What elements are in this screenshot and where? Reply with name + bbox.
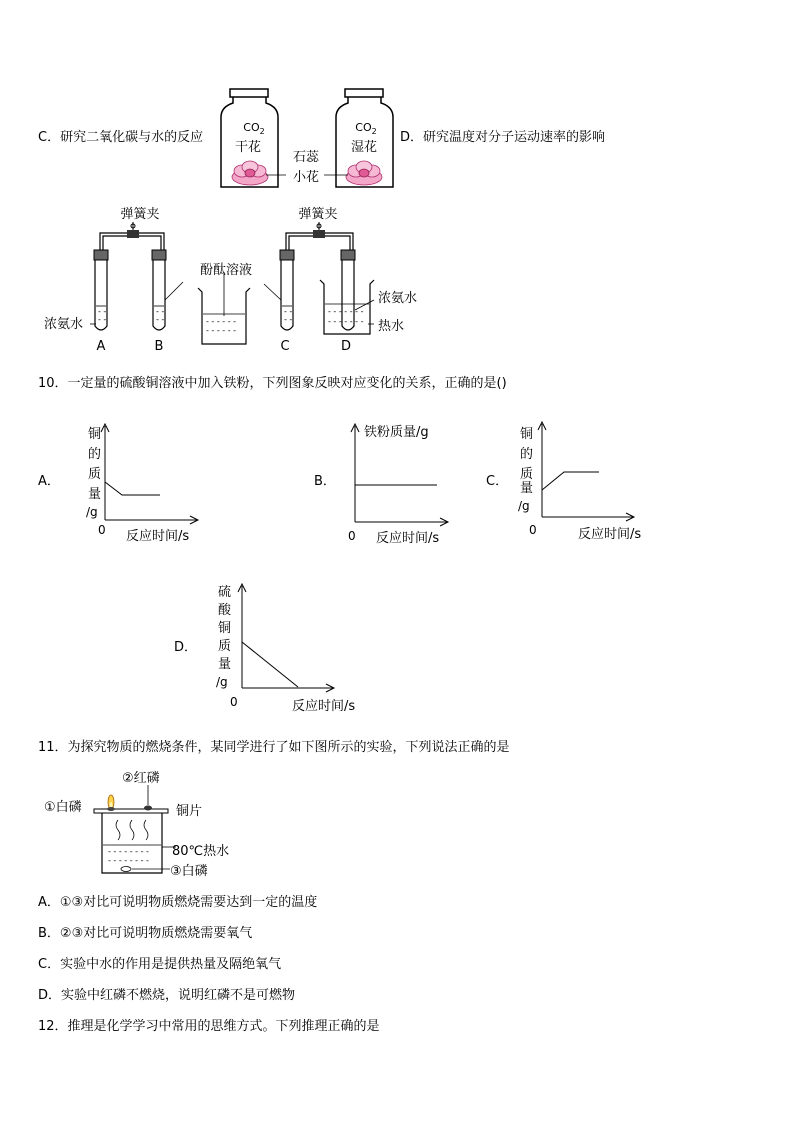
svg-text:的: 的 [520, 447, 534, 462]
option-d-text: D．研究温度对分子运动速率的影响 [400, 130, 606, 145]
graph-c [514, 420, 654, 545]
svg-text:铁粉质量/g: 铁粉质量/g [364, 425, 429, 440]
svg-text:量: 量 [520, 481, 534, 496]
svg-text:- -: - - [284, 307, 293, 316]
svg-text:/g: /g [86, 505, 98, 519]
svg-text:①白磷: ①白磷 [44, 800, 82, 815]
svg-text:浓氨水: 浓氨水 [378, 291, 418, 306]
svg-text:B: B [154, 339, 164, 354]
jar-right [336, 89, 393, 187]
svg-text:- - - - - - - -: - - - - - - - - [108, 847, 149, 856]
svg-text:反应时间/s: 反应时间/s [126, 529, 190, 544]
svg-text:弹簧夹: 弹簧夹 [298, 207, 338, 222]
svg-text:酚酞溶液: 酚酞溶液 [199, 263, 253, 278]
svg-text:CO2: $CO_2$ [355, 121, 377, 136]
tube-pair-ab [90, 222, 183, 330]
q11-option-d: D．实验中红磷不燃烧，说明红磷不是可燃物 [38, 988, 296, 1003]
svg-text:量: 量 [88, 487, 102, 502]
svg-text:- - - - - - -: - - - - - - - [328, 317, 364, 326]
svg-text:0: 0 [230, 695, 238, 709]
svg-text:0: 0 [98, 523, 106, 537]
q10-option-d-label: D． [174, 640, 198, 655]
svg-text:铜: 铜 [520, 427, 534, 442]
svg-text:浓氨水: 浓氨水 [44, 317, 84, 332]
jar-left [221, 89, 278, 187]
svg-text:- - - - - - -: - - - - - - - [328, 307, 364, 316]
svg-text:/g: /g [216, 675, 228, 689]
q10-option-a-label: A． [38, 474, 60, 489]
beaker-phenolphthalein [198, 272, 250, 344]
svg-text:石蕊: 石蕊 [292, 150, 320, 165]
svg-text:的: 的 [88, 447, 102, 462]
q11-option-c: C．实验中水的作用是提供热量及隔绝氧气 [38, 957, 282, 972]
option-c-text: C．研究二氧化碳与水的反应 [38, 130, 204, 145]
svg-text:- -: - - [98, 315, 107, 324]
svg-text:反应时间/s: 反应时间/s [578, 527, 642, 542]
question-11-stem: 11．为探究物质的燃烧条件，某同学进行了如下图所示的实验，下列说法正确的是 [38, 740, 510, 755]
svg-text:反应时间/s: 反应时间/s [376, 531, 440, 545]
jars-diagram [218, 85, 418, 195]
svg-text:- - - - - -: - - - - - - [206, 317, 237, 326]
q11-option-b: B．②③对比可说明物质燃烧需要氧气 [38, 926, 253, 941]
svg-text:热水: 热水 [378, 319, 405, 334]
graph-d [212, 580, 372, 715]
svg-text:0: 0 [529, 523, 537, 537]
svg-text:A: A [96, 339, 106, 354]
svg-text:质: 质 [218, 639, 232, 654]
question-12-stem: 12．推理是化学学习中常用的思维方式。下列推理正确的是 [38, 1019, 380, 1034]
q10-option-b-label: B． [314, 474, 336, 489]
svg-text:CO2: $CO_2$ [243, 121, 265, 136]
litmus-flower-right [346, 161, 382, 185]
question-10-stem: 10．一定量的硫酸铜溶液中加入铁粉，下列图象反映对应变化的关系，正确的是() [38, 376, 507, 391]
svg-text:酸: 酸 [218, 603, 232, 618]
ammonia-tubes-diagram [38, 200, 458, 360]
svg-text:②红磷: ②红磷 [122, 771, 160, 786]
svg-text:铜: 铜 [88, 427, 102, 442]
svg-text:干花: 干花 [234, 140, 262, 155]
q11-option-a: A．①③对比可说明物质燃烧需要达到一定的温度 [38, 895, 318, 910]
svg-text:铜: 铜 [218, 621, 232, 636]
svg-text:- -: - - [284, 315, 293, 324]
tube-pair-cd [264, 222, 374, 334]
svg-text:C: C [280, 339, 290, 354]
flame-icon [108, 795, 114, 809]
svg-text:/g: /g [518, 499, 530, 513]
litmus-flower-left [232, 161, 268, 185]
svg-text:- - - - - -: - - - - - - [206, 326, 237, 335]
graph-a [80, 420, 210, 545]
svg-text:弹簧夹: 弹簧夹 [120, 207, 160, 222]
svg-text:③白磷: ③白磷 [170, 864, 208, 879]
svg-text:小花: 小花 [292, 170, 320, 185]
svg-text:反应时间/s: 反应时间/s [292, 699, 356, 714]
svg-text:D: D [340, 339, 352, 354]
svg-text:- -: - - [98, 307, 107, 316]
q10-option-c-label: C． [486, 474, 509, 489]
svg-text:0: 0 [348, 529, 356, 543]
svg-text:铜片: 铜片 [176, 804, 203, 819]
svg-text:湿花: 湿花 [350, 140, 378, 155]
svg-text:- -: - - [156, 307, 165, 316]
svg-text:量: 量 [218, 657, 232, 672]
svg-text:80℃热水: 80℃热水 [172, 844, 230, 859]
svg-text:- -: - - [156, 315, 165, 324]
svg-text:质: 质 [520, 467, 534, 482]
combustion-experiment-diagram [38, 765, 278, 880]
graph-b [330, 420, 470, 545]
svg-text:质: 质 [88, 467, 102, 482]
svg-text:- - - - - - - -: - - - - - - - - [108, 856, 149, 865]
svg-text:硫: 硫 [218, 585, 232, 600]
